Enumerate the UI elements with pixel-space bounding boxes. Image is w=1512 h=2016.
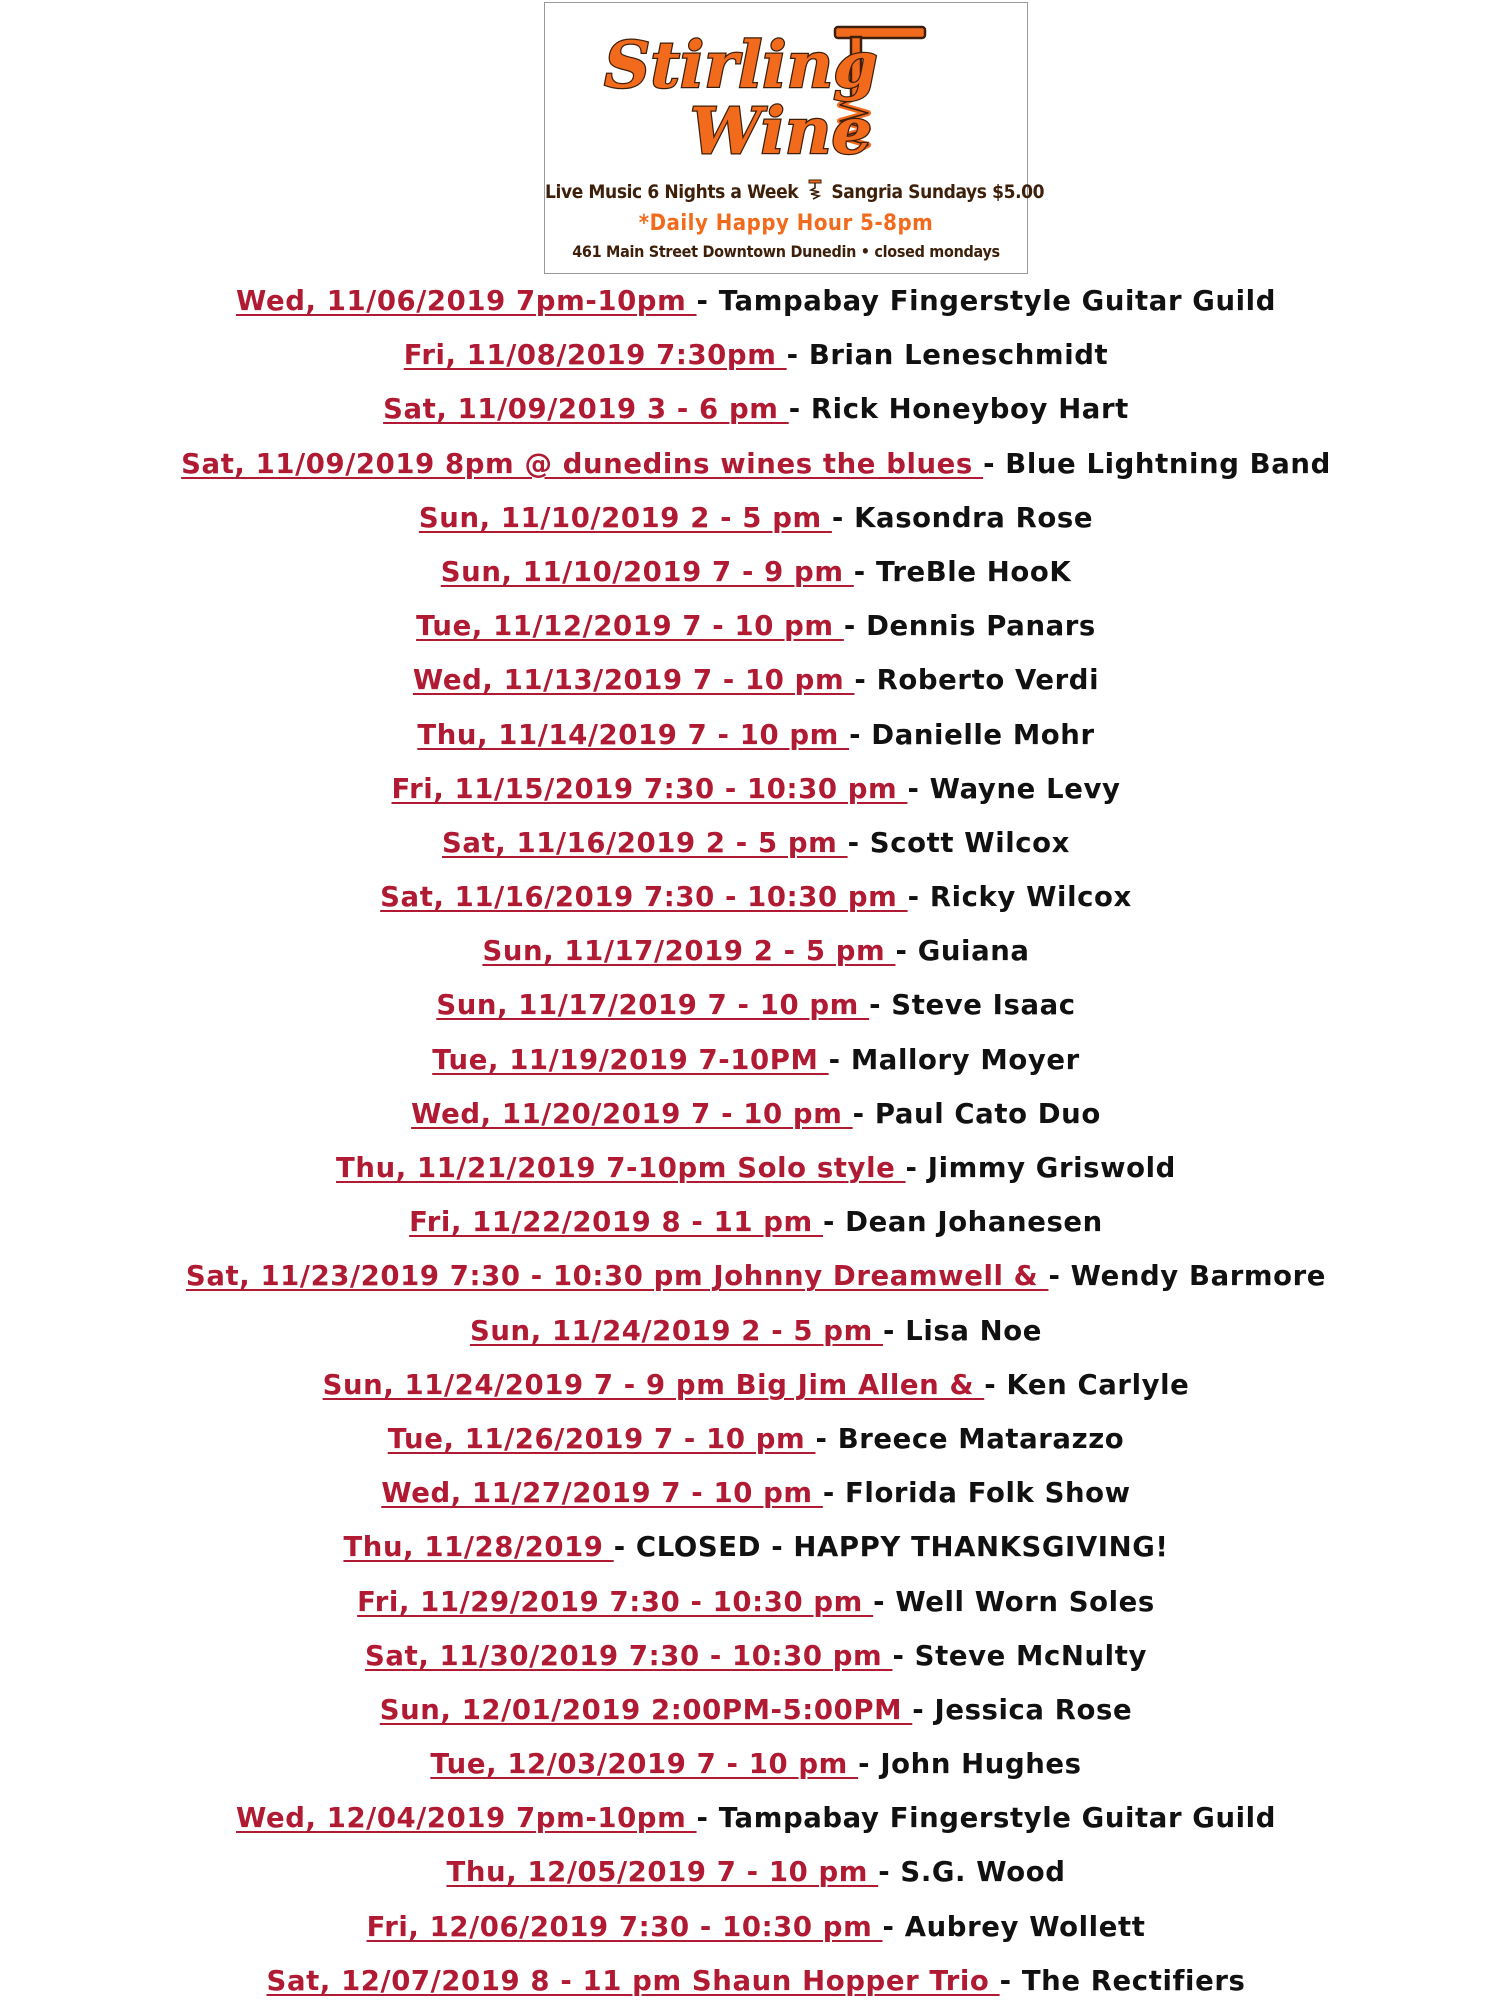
event-date-link[interactable]: Tue, 11/26/2019 7 - 10 pm bbox=[387, 1422, 816, 1455]
event-row bbox=[0, 931, 1512, 985]
event-date-link[interactable]: Wed, 11/27/2019 7 - 10 pm bbox=[381, 1477, 823, 1510]
event-row bbox=[0, 498, 1512, 552]
event-date-link[interactable]: Wed, 11/06/2019 7pm-10pm bbox=[236, 285, 697, 317]
event-act-name: Lisa Noe bbox=[905, 1314, 1043, 1347]
event-separator: - bbox=[696, 1802, 709, 1835]
event-separator: - bbox=[828, 1043, 841, 1076]
event-separator: - bbox=[907, 772, 920, 805]
event-act-name: Jessica Rose bbox=[934, 1693, 1133, 1726]
event-row bbox=[0, 1473, 1512, 1527]
event-separator: - bbox=[831, 501, 844, 534]
event-act-name: Wendy Barmore bbox=[1070, 1260, 1327, 1293]
corkscrew-small-icon bbox=[804, 179, 826, 203]
event-row bbox=[0, 444, 1512, 498]
event-separator: - bbox=[849, 718, 862, 751]
event-schedule bbox=[0, 281, 1512, 2015]
event-act-name: S.G. Wood bbox=[900, 1856, 1066, 1889]
event-act-name: CLOSED - HAPPY THANKSGIVING! bbox=[635, 1531, 1169, 1564]
logo-line-1: Stirling bbox=[604, 28, 878, 103]
event-date-link[interactable]: Fri, 11/15/2019 7:30 - 10:30 pm bbox=[391, 772, 908, 805]
event-date-link[interactable]: Thu, 12/05/2019 7 - 10 pm bbox=[446, 1856, 879, 1889]
event-row bbox=[0, 1961, 1512, 2015]
event-act-name: John Hughes bbox=[880, 1748, 1082, 1781]
event-act-name: Dean Johanesen bbox=[845, 1206, 1103, 1239]
event-act-name: Guiana bbox=[917, 935, 1030, 968]
event-act-name: Tampabay Fingerstyle Guitar Guild bbox=[718, 1802, 1276, 1835]
event-date-link[interactable]: Fri, 11/08/2019 7:30pm bbox=[403, 339, 787, 372]
event-separator: - bbox=[815, 1422, 828, 1455]
event-row bbox=[0, 1744, 1512, 1798]
event-row bbox=[0, 877, 1512, 931]
event-date-link[interactable]: Sat, 11/30/2019 7:30 - 10:30 pm bbox=[365, 1639, 893, 1672]
event-date-link[interactable]: Tue, 11/12/2019 7 - 10 pm bbox=[416, 610, 844, 643]
event-row bbox=[0, 1148, 1512, 1202]
event-row bbox=[0, 606, 1512, 660]
event-act-name: Paul Cato Duo bbox=[874, 1097, 1101, 1130]
happy-hour-text: *Daily Happy Hour 5-8pm bbox=[638, 211, 934, 236]
event-separator: - bbox=[822, 1206, 835, 1239]
event-date-link[interactable]: Wed, 11/20/2019 7 - 10 pm bbox=[411, 1097, 853, 1130]
event-date-link[interactable]: Sat, 11/16/2019 7:30 - 10:30 pm bbox=[380, 881, 908, 914]
address-text: 461 Main Street Downtown Dunedin • closed mondays bbox=[572, 242, 1000, 261]
event-act-name: Dennis Panars bbox=[866, 610, 1096, 643]
event-date-link[interactable]: Fri, 11/29/2019 7:30 - 10:30 pm bbox=[357, 1585, 874, 1618]
event-act-name: Jimmy Griswold bbox=[927, 1152, 1176, 1184]
event-date-link[interactable]: Sun, 11/10/2019 2 - 5 pm bbox=[418, 501, 832, 534]
event-act-name: TreBle HooK bbox=[875, 555, 1072, 588]
event-separator: - bbox=[999, 1964, 1012, 1997]
event-act-name: The Rectifiers bbox=[1021, 1964, 1246, 1997]
event-separator: - bbox=[788, 393, 801, 426]
event-separator: - bbox=[892, 1639, 905, 1672]
event-act-name: Florida Folk Show bbox=[845, 1477, 1131, 1510]
event-date-link[interactable]: Wed, 11/13/2019 7 - 10 pm bbox=[412, 664, 855, 697]
event-date-link[interactable]: Fri, 11/22/2019 8 - 11 pm bbox=[409, 1206, 823, 1239]
event-separator: - bbox=[696, 285, 709, 317]
event-date-link[interactable]: Sun, 11/17/2019 2 - 5 pm bbox=[482, 935, 896, 968]
event-row bbox=[0, 389, 1512, 443]
event-row bbox=[0, 1419, 1512, 1473]
event-row bbox=[0, 1636, 1512, 1690]
event-act-name: Ken Carlyle bbox=[1006, 1368, 1190, 1401]
event-row bbox=[0, 1798, 1512, 1852]
event-row bbox=[0, 823, 1512, 877]
event-act-name: Danielle Mohr bbox=[871, 718, 1095, 751]
logo-line-2: Wine bbox=[689, 94, 873, 169]
event-act-name: Steve McNulty bbox=[914, 1639, 1147, 1672]
event-separator: - bbox=[984, 1368, 997, 1401]
event-act-name: Tampabay Fingerstyle Guitar Guild bbox=[718, 285, 1276, 317]
tagline-sangria: Sangria Sundays $5.00 bbox=[831, 181, 1045, 203]
event-date-link[interactable]: Sun, 11/17/2019 7 - 10 pm bbox=[436, 989, 870, 1022]
event-date-link[interactable]: Sun, 12/01/2019 2:00PM-5:00PM bbox=[379, 1693, 913, 1726]
event-date-link[interactable]: Sat, 11/09/2019 8pm @ dunedins wines the blues bbox=[181, 447, 984, 480]
event-separator: - bbox=[853, 555, 866, 588]
logo-tagline bbox=[545, 179, 1045, 203]
event-separator: - bbox=[873, 1585, 886, 1618]
event-separator: - bbox=[895, 935, 908, 968]
event-row bbox=[0, 1040, 1512, 1094]
event-act-name: Scott Wilcox bbox=[869, 826, 1070, 859]
event-date-link[interactable]: Tue, 12/03/2019 7 - 10 pm bbox=[430, 1748, 859, 1781]
event-act-name: Well Worn Soles bbox=[895, 1585, 1155, 1618]
event-act-name: Wayne Levy bbox=[929, 772, 1121, 805]
event-act-name: Mallory Moyer bbox=[850, 1043, 1080, 1076]
event-date-link[interactable]: Sat, 11/16/2019 2 - 5 pm bbox=[442, 826, 848, 859]
event-act-name: Rick Honeyboy Hart bbox=[810, 393, 1129, 426]
event-act-name: Ricky Wilcox bbox=[929, 881, 1132, 914]
event-date-link[interactable]: Sun, 11/24/2019 2 - 5 pm bbox=[469, 1314, 884, 1347]
event-separator: - bbox=[907, 881, 920, 914]
event-row bbox=[0, 1907, 1512, 1961]
event-act-name: Aubrey Wollett bbox=[904, 1910, 1146, 1943]
event-row bbox=[0, 715, 1512, 769]
event-row bbox=[0, 985, 1512, 1039]
event-date-link[interactable]: Sun, 11/24/2019 7 - 9 pm Big Jim Allen & bbox=[322, 1368, 985, 1401]
venue-logo bbox=[544, 2, 1045, 274]
event-row bbox=[0, 1256, 1512, 1310]
event-row bbox=[0, 1311, 1512, 1365]
event-row bbox=[0, 660, 1512, 714]
event-row bbox=[0, 1527, 1512, 1581]
event-separator: - bbox=[905, 1152, 918, 1184]
event-separator: - bbox=[869, 989, 882, 1022]
event-row bbox=[0, 1202, 1512, 1256]
event-separator: - bbox=[786, 339, 799, 372]
event-date-link[interactable]: Sat, 12/07/2019 8 - 11 pm Shaun Hopper Trio bbox=[266, 1964, 1000, 1997]
event-separator: - bbox=[854, 664, 867, 697]
event-row bbox=[0, 552, 1512, 606]
event-separator: - bbox=[852, 1097, 865, 1130]
event-separator: - bbox=[878, 1856, 891, 1889]
event-separator: - bbox=[847, 826, 860, 859]
event-date-link[interactable]: Tue, 11/19/2019 7-10PM bbox=[432, 1043, 829, 1076]
event-separator: - bbox=[843, 610, 856, 643]
event-separator: - bbox=[1048, 1260, 1061, 1293]
event-date-link[interactable]: Fri, 12/06/2019 7:30 - 10:30 pm bbox=[366, 1910, 883, 1943]
event-row bbox=[0, 1582, 1512, 1636]
event-date-link[interactable]: Sat, 11/23/2019 7:30 - 10:30 pm Johnny Dreamwell & bbox=[185, 1260, 1049, 1293]
event-act-name: Kasondra Rose bbox=[854, 501, 1094, 534]
event-date-link[interactable]: Sat, 11/09/2019 3 - 6 pm bbox=[383, 393, 789, 426]
event-row bbox=[0, 1690, 1512, 1744]
event-separator: - bbox=[983, 447, 996, 480]
event-act-name: Roberto Verdi bbox=[876, 664, 1100, 697]
event-separator: - bbox=[822, 1477, 835, 1510]
event-row bbox=[0, 1094, 1512, 1148]
event-act-name: Blue Lightning Band bbox=[1005, 447, 1331, 480]
event-row bbox=[0, 335, 1512, 389]
event-act-name: Breece Matarazzo bbox=[837, 1422, 1125, 1455]
event-separator: - bbox=[883, 1314, 896, 1347]
event-row bbox=[0, 1852, 1512, 1906]
event-separator: - bbox=[912, 1693, 925, 1726]
event-row bbox=[0, 1365, 1512, 1419]
event-separator: - bbox=[858, 1748, 871, 1781]
event-act-name: Brian Leneschmidt bbox=[808, 339, 1109, 372]
event-date-link[interactable]: Thu, 11/14/2019 7 - 10 pm bbox=[417, 718, 850, 751]
event-date-link[interactable]: Sun, 11/10/2019 7 - 9 pm bbox=[440, 555, 854, 588]
event-separator: - bbox=[882, 1910, 895, 1943]
event-row bbox=[0, 769, 1512, 823]
event-date-link[interactable]: Wed, 12/04/2019 7pm-10pm bbox=[236, 1802, 697, 1835]
tagline-live-music: Live Music 6 Nights a Week bbox=[545, 181, 799, 203]
event-act-name: Steve Isaac bbox=[891, 989, 1076, 1022]
event-separator: - bbox=[613, 1531, 626, 1564]
event-date-link[interactable]: Thu, 11/21/2019 7-10pm Solo style bbox=[336, 1152, 906, 1184]
event-date-link[interactable]: Thu, 11/28/2019 bbox=[343, 1531, 614, 1564]
event-row bbox=[0, 281, 1512, 335]
